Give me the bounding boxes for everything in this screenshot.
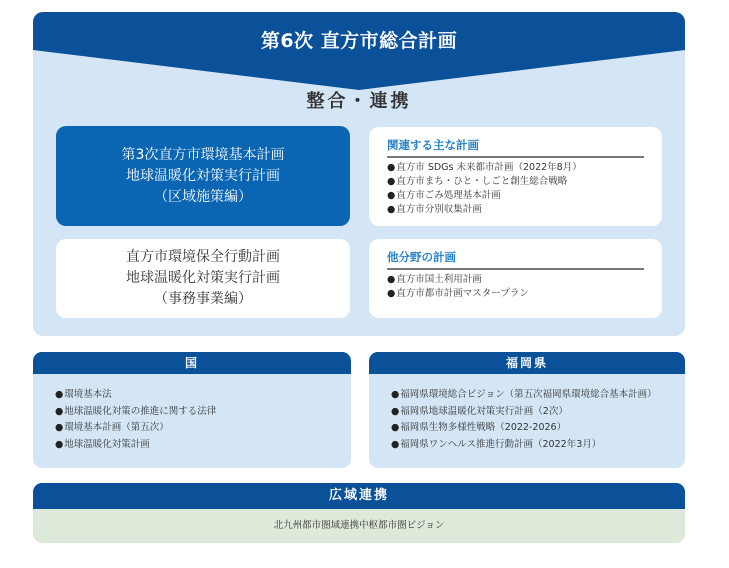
bullet-icon: ● (55, 438, 64, 450)
bullet-icon: ● (55, 389, 64, 400)
list-item: ●直方市 SDGs 未来都市計画（2022年8月） (387, 162, 582, 173)
list-item: ●福岡県環境総合ビジョン（第五次福岡県環境総合基本計画） (391, 389, 657, 400)
list-item: ●直方市都市計画マスタープラン (387, 288, 529, 299)
bullet-icon: ● (55, 422, 64, 433)
plan-line: 第3次直方市環境基本計画 (121, 146, 285, 163)
prefecture-header: 福岡県 (369, 352, 685, 374)
bullet-icon: ● (387, 204, 396, 215)
bullet-icon: ● (391, 389, 400, 400)
bullet-icon: ● (391, 405, 400, 417)
basic-environment-plan-card (56, 126, 350, 226)
bullet-icon: ● (55, 405, 64, 417)
list-item: ●直方市国土利用計画 (387, 274, 482, 285)
bullet-icon: ● (391, 422, 400, 433)
plan-line: （区域施策編） (154, 188, 252, 205)
regional-cooperation-section (33, 483, 685, 543)
plan-line: 地球温暖化対策実行計画 (126, 167, 280, 184)
related-plans-title: 関連する主な計画 (387, 137, 644, 158)
alignment-label: 整合・連携 (306, 91, 412, 112)
list-item: ●福岡県地球温暖化対策実行計画（2次） (391, 405, 568, 417)
prefecture-section (369, 352, 685, 468)
prefecture-list (369, 374, 685, 453)
list-item: ●地球温暖化対策の推進に関する法律 (55, 405, 217, 417)
plan-line: 地球温暖化対策実行計画 (126, 270, 280, 286)
bullet-icon: ● (387, 274, 396, 285)
list-item: ●福岡県ワンヘルス推進行動計画（2022年3月） (391, 438, 602, 450)
list-item: ●直方市ごみ処理基本計画 (387, 190, 501, 201)
national-header: 国 (33, 352, 351, 374)
regional-cooperation-item: 北九州都市圏域連携中枢都市圏ビジョン (273, 520, 445, 531)
list-item: ●直方市分別収集計画 (387, 204, 482, 215)
national-list (33, 374, 351, 453)
other-field-plans-title: 他分野の計画 (387, 249, 644, 270)
national-section (33, 352, 351, 468)
related-plans-card (369, 127, 662, 226)
regional-cooperation-header: 広域連携 (33, 483, 685, 509)
plan-line: 直方市環境保全行動計画 (126, 249, 280, 265)
list-item: ●環境基本法 (55, 389, 112, 400)
other-field-plans-card (369, 239, 662, 318)
list-item: ●直方市まち・ひと・しごと創生総合戦略 (387, 176, 568, 187)
bullet-icon: ● (387, 190, 396, 201)
bullet-icon: ● (391, 438, 400, 450)
list-item: ●環境基本計画（第五次） (55, 422, 169, 433)
comprehensive-plan-panel (33, 12, 685, 336)
list-item: ●地球温暖化対策計画 (55, 438, 150, 450)
bullet-icon: ● (387, 176, 396, 187)
office-action-plan-card (56, 239, 350, 318)
plan-line: （事務事業編） (154, 291, 252, 307)
bullet-icon: ● (387, 288, 396, 299)
bullet-icon: ● (387, 162, 396, 173)
list-item: ●福岡県生物多様性戦略（2022-2026） (391, 422, 567, 433)
comprehensive-plan-title: 第6次 直方市総合計画 (260, 30, 458, 52)
